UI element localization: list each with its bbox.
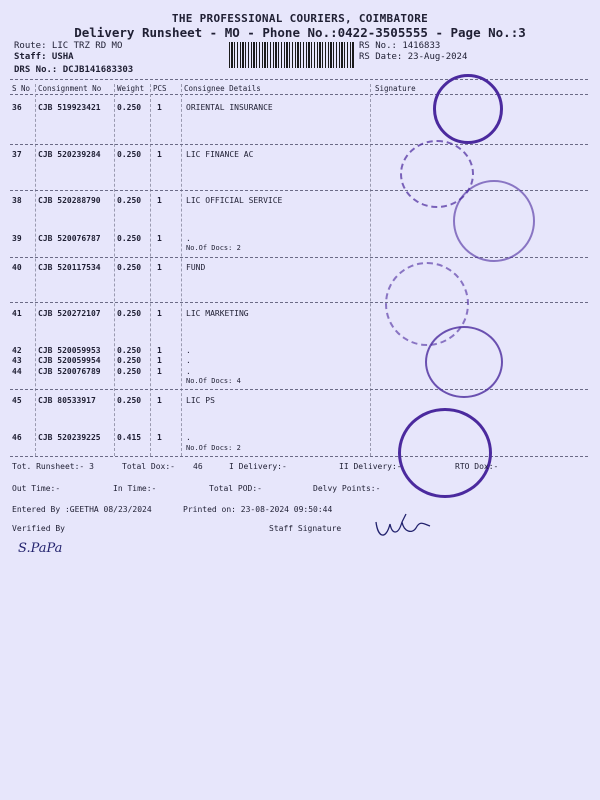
header-divider-bottom (10, 94, 588, 95)
col-consignment: Consignment No (38, 84, 102, 93)
i-delivery: I Delivery:- (229, 462, 287, 471)
docs-count: No.Of Docs: 4 (186, 377, 241, 385)
staff-label: Staff: USHA (14, 52, 74, 62)
row-pcs: 1 (157, 396, 162, 405)
row-consignment: CJB 519923421 (38, 103, 101, 112)
row-details: . (186, 433, 191, 442)
total-dox-label: Total Dox:- (122, 462, 175, 471)
row-pcs: 1 (157, 346, 162, 355)
row-details: . (186, 234, 191, 243)
delivery-points: Delvy Points:- (313, 484, 381, 493)
row-weight: 0.250 (117, 396, 142, 405)
col-pcs: PCS (153, 84, 167, 93)
row-weight: 0.250 (117, 234, 142, 243)
row-sno: 42 (12, 346, 22, 355)
row-consignment: CJB 520076787 (38, 234, 101, 243)
row-sno: 44 (12, 367, 22, 376)
docs-count: No.Of Docs: 2 (186, 244, 241, 252)
barcode (229, 42, 354, 68)
verifier-signature: S.PaPa (18, 541, 63, 556)
row-details: ORIENTAL INSURANCE (186, 103, 273, 112)
row-weight: 0.250 (117, 346, 142, 355)
row-sno: 39 (12, 234, 22, 243)
office-stamp (453, 180, 535, 262)
col-separator (114, 84, 115, 456)
row-details: LIC MARKETING (186, 309, 249, 318)
row-consignment: CJB 80533917 (38, 396, 96, 405)
row-details: . (186, 367, 191, 376)
row-sno: 36 (12, 103, 22, 112)
row-pcs: 1 (157, 263, 162, 272)
row-pcs: 1 (157, 433, 162, 442)
row-consignment: CJB 520288790 (38, 196, 101, 205)
col-signature: Signature (375, 84, 416, 93)
staff-signature (372, 510, 436, 546)
row-sno: 40 (12, 263, 22, 272)
row-consignment: CJB 520117534 (38, 263, 101, 272)
row-divider (10, 302, 588, 303)
docs-count: No.Of Docs: 2 (186, 444, 241, 452)
row-weight: 0.250 (117, 196, 142, 205)
printed-on: Printed on: 23-08-2024 09:50:44 (183, 505, 333, 514)
verified-by-label: Verified By (12, 524, 65, 533)
col-separator (370, 84, 371, 456)
rs-number: RS No.: 1416833 (359, 41, 441, 51)
row-divider (10, 144, 588, 145)
office-stamp (433, 74, 503, 144)
row-weight: 0.250 (117, 356, 142, 365)
row-weight: 0.250 (117, 103, 142, 112)
entered-by: Entered By :GEETHA 08/23/2024 (12, 505, 152, 514)
row-details: . (186, 346, 191, 355)
row-details: LIC PS (186, 396, 215, 405)
row-consignment: CJB 520059953 (38, 346, 101, 355)
row-details: . (186, 356, 191, 365)
total-runsheet: Tot. Runsheet:- 3 (12, 462, 94, 471)
office-stamp (398, 408, 492, 498)
row-divider (10, 389, 588, 390)
col-details: Consignee Details (184, 84, 261, 93)
row-weight: 0.250 (117, 263, 142, 272)
row-details: LIC OFFICIAL SERVICE (186, 196, 283, 205)
row-consignment: CJB 520059954 (38, 356, 101, 365)
col-separator (181, 84, 182, 456)
row-details: FUND (186, 263, 206, 272)
in-time: In Time:- (113, 484, 157, 493)
row-pcs: 1 (157, 103, 162, 112)
row-sno: 41 (12, 309, 22, 318)
rto-dox: RTO Dox:- (455, 462, 499, 471)
row-weight: 0.250 (117, 367, 142, 376)
row-sno: 43 (12, 356, 22, 365)
total-dox-value: 46 (193, 462, 203, 471)
row-sno: 37 (12, 150, 22, 159)
out-time: Out Time:- (12, 484, 61, 493)
row-weight: 0.415 (117, 433, 142, 442)
office-stamp (425, 326, 503, 398)
header-divider-top (10, 79, 588, 80)
row-consignment: CJB 520272107 (38, 309, 101, 318)
row-sno: 38 (12, 196, 22, 205)
row-consignment: CJB 520076789 (38, 367, 101, 376)
row-pcs: 1 (157, 150, 162, 159)
staff-signature-label: Staff Signature (269, 524, 342, 533)
row-divider (10, 456, 588, 457)
row-pcs: 1 (157, 196, 162, 205)
drs-number: DRS No.: DCJB141683303 (14, 65, 134, 75)
runsheet-title: Delivery Runsheet - MO - Phone No.:0422-3505555 - Page No.:3 (74, 25, 526, 40)
rs-date: RS Date: 23-Aug-2024 (359, 52, 468, 62)
col-sno: S No (12, 84, 31, 93)
ii-delivery: II Delivery:- (339, 462, 402, 471)
row-pcs: 1 (157, 367, 162, 376)
row-sno: 46 (12, 433, 22, 442)
route-label: Route: LIC TRZ RD MO (14, 41, 123, 51)
col-separator (150, 84, 151, 456)
col-weight: Weight (117, 84, 145, 93)
row-pcs: 1 (157, 356, 162, 365)
row-weight: 0.250 (117, 150, 142, 159)
row-sno: 45 (12, 396, 22, 405)
company-name: THE PROFESSIONAL COURIERS, COIMBATORE (171, 12, 429, 25)
total-pod: Total POD:- (209, 484, 262, 493)
row-consignment: CJB 520239225 (38, 433, 101, 442)
row-consignment: CJB 520239284 (38, 150, 101, 159)
row-weight: 0.250 (117, 309, 142, 318)
row-pcs: 1 (157, 234, 162, 243)
col-separator (35, 84, 36, 456)
row-details: LIC FINANCE AC (186, 150, 254, 159)
row-pcs: 1 (157, 309, 162, 318)
